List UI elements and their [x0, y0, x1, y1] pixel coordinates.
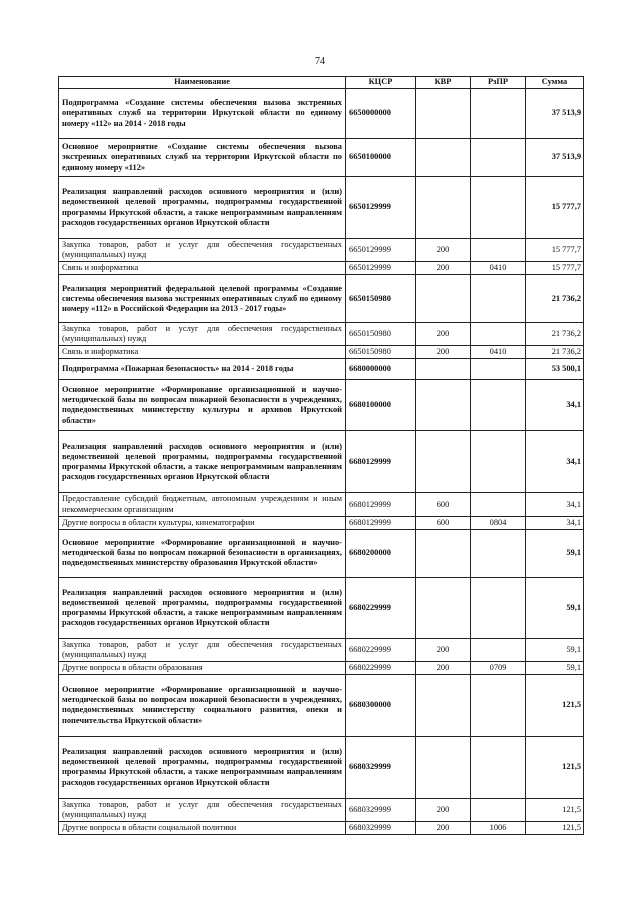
- row-kvr-cell: 200: [416, 346, 471, 359]
- row-rzpr-cell: 1006: [471, 822, 526, 835]
- row-sum-cell: 34,1: [526, 380, 584, 431]
- row-kcsr-cell: 6680129999: [346, 493, 416, 516]
- row-kvr-cell: 200: [416, 239, 471, 262]
- row-name-cell: Связь и информатика: [59, 346, 346, 359]
- row-sum-cell: 15 777,7: [526, 239, 584, 262]
- row-kcsr-cell: 6650100000: [346, 139, 416, 177]
- row-sum-cell: 34,1: [526, 431, 584, 493]
- row-sum-cell: 121,5: [526, 822, 584, 835]
- row-rzpr-cell: [471, 638, 526, 661]
- row-sum-cell: 21 736,2: [526, 275, 584, 323]
- row-rzpr-cell: [471, 529, 526, 577]
- table-row: [59, 577, 584, 638]
- row-rzpr-cell: [471, 736, 526, 798]
- table-row: [59, 275, 584, 323]
- row-sum-cell: 15 777,7: [526, 177, 584, 239]
- row-kcsr-cell: 6680000000: [346, 359, 416, 380]
- row-sum-cell: 59,1: [526, 638, 584, 661]
- row-name-cell: Подпрограмма «Создание системы обеспечения вызова экстренных оперативных служб на территории Иркутской области по единому номеру «112» на 2014 - 2018 годы: [59, 89, 346, 139]
- row-kvr-cell: 200: [416, 262, 471, 275]
- column-header-sum: Сумма: [526, 77, 584, 89]
- row-rzpr-cell: [471, 323, 526, 346]
- row-rzpr-cell: [471, 359, 526, 380]
- table-row: [59, 798, 584, 821]
- row-name-cell: Закупка товаров, работ и услуг для обеспечения государственных (муниципальных) нужд: [59, 798, 346, 821]
- row-rzpr-cell: 0804: [471, 516, 526, 529]
- row-kcsr-cell: 6650000000: [346, 89, 416, 139]
- row-name-cell: Связь и информатика: [59, 262, 346, 275]
- row-name-cell: Реализация направлений расходов основного мероприятия и (или) ведомственной целевой программы, подпрограммы государственной программы Иркутской области, а также непрограммным направлениям расходов государственных органов Иркутской области: [59, 177, 346, 239]
- row-kvr-cell: [416, 275, 471, 323]
- row-name-cell: Реализация направлений расходов основного мероприятия и (или) ведомственной целевой программы, подпрограммы государственной программы Иркутской области, а также непрограммным направлениям расходов государственных органов Иркутской области: [59, 736, 346, 798]
- table-row: [59, 89, 584, 139]
- row-kvr-cell: [416, 529, 471, 577]
- row-kvr-cell: 200: [416, 638, 471, 661]
- row-kcsr-cell: 6680329999: [346, 736, 416, 798]
- table-header-row: [59, 77, 584, 89]
- table-row: [59, 139, 584, 177]
- row-kcsr-cell: 6680129999: [346, 431, 416, 493]
- row-name-cell: Закупка товаров, работ и услуг для обеспечения государственных (муниципальных) нужд: [59, 638, 346, 661]
- row-rzpr-cell: [471, 577, 526, 638]
- row-rzpr-cell: [471, 674, 526, 736]
- row-kvr-cell: [416, 431, 471, 493]
- table-row: [59, 529, 584, 577]
- row-kvr-cell: [416, 736, 471, 798]
- table-row: [59, 431, 584, 493]
- table-row: [59, 516, 584, 529]
- row-name-cell: Основное мероприятие «Формирование организационной и научно-методической базы по вопросам пожарной безопасности в организациях, подведомственных министерству образования Иркутской области»: [59, 529, 346, 577]
- row-name-cell: Закупка товаров, работ и услуг для обеспечения государственных (муниципальных) нужд: [59, 239, 346, 262]
- row-sum-cell: 59,1: [526, 529, 584, 577]
- row-rzpr-cell: [471, 380, 526, 431]
- column-header-kcsr: КЦСР: [346, 77, 416, 89]
- row-name-cell: Реализация направлений расходов основного мероприятия и (или) ведомственной целевой программы, подпрограммы государственной программы Иркутской области, а также непрограммным направлениям расходов государственных органов Иркутской области: [59, 577, 346, 638]
- row-sum-cell: 121,5: [526, 674, 584, 736]
- page-number: 74: [315, 56, 325, 67]
- row-sum-cell: 34,1: [526, 493, 584, 516]
- row-name-cell: Подпрограмма «Пожарная безопасность» на 2014 - 2018 годы: [59, 359, 346, 380]
- row-rzpr-cell: [471, 177, 526, 239]
- table-row: [59, 493, 584, 516]
- column-header-name: Наименование: [59, 77, 346, 89]
- budget-table: [58, 76, 584, 835]
- row-kvr-cell: [416, 674, 471, 736]
- row-kcsr-cell: 6650150980: [346, 323, 416, 346]
- row-kcsr-cell: 6650129999: [346, 177, 416, 239]
- row-name-cell: Другие вопросы в области культуры, кинематографии: [59, 516, 346, 529]
- table-row: [59, 674, 584, 736]
- row-sum-cell: 37 513,9: [526, 139, 584, 177]
- row-kvr-cell: [416, 577, 471, 638]
- row-rzpr-cell: [471, 431, 526, 493]
- row-sum-cell: 21 736,2: [526, 323, 584, 346]
- row-name-cell: Основное мероприятие «Формирование организационной и научно-методической базы по вопросам пожарной безопасности в учреждениях, подведомственных министерству социального развития, опеки и попечительства Иркутской области»: [59, 674, 346, 736]
- table-row: [59, 661, 584, 674]
- row-rzpr-cell: [471, 798, 526, 821]
- column-header-kvr: КВР: [416, 77, 471, 89]
- row-kcsr-cell: 6680100000: [346, 380, 416, 431]
- row-kvr-cell: 200: [416, 661, 471, 674]
- table-row: [59, 638, 584, 661]
- row-rzpr-cell: [471, 493, 526, 516]
- row-sum-cell: 59,1: [526, 577, 584, 638]
- row-kvr-cell: 600: [416, 493, 471, 516]
- row-kcsr-cell: 6650129999: [346, 262, 416, 275]
- row-name-cell: Основное мероприятие «Создание системы обеспечения вызова экстренных оперативных служб на территории Иркутской области по единому номеру «112»: [59, 139, 346, 177]
- row-kcsr-cell: 6680300000: [346, 674, 416, 736]
- row-kcsr-cell: 6680129999: [346, 516, 416, 529]
- row-name-cell: Предоставление субсидий бюджетным, автономным учреждениям и иным некоммерческим организациям: [59, 493, 346, 516]
- row-kcsr-cell: 6650150980: [346, 346, 416, 359]
- table-row: [59, 822, 584, 835]
- row-name-cell: Реализация мероприятий федеральной целевой программы «Создание системы обеспечения вызова экстренных оперативных служб по единому номеру «112» в Российской Федерации на 2013 - 2017 годы»: [59, 275, 346, 323]
- row-name-cell: Другие вопросы в области социальной политики: [59, 822, 346, 835]
- row-kvr-cell: [416, 359, 471, 380]
- row-name-cell: Другие вопросы в области образования: [59, 661, 346, 674]
- table-row: [59, 262, 584, 275]
- row-kcsr-cell: 6680229999: [346, 661, 416, 674]
- row-rzpr-cell: 0709: [471, 661, 526, 674]
- row-kcsr-cell: 6650150980: [346, 275, 416, 323]
- row-kvr-cell: [416, 380, 471, 431]
- row-sum-cell: 21 736,2: [526, 346, 584, 359]
- row-kcsr-cell: 6680329999: [346, 798, 416, 821]
- row-rzpr-cell: [471, 275, 526, 323]
- row-rzpr-cell: 0410: [471, 346, 526, 359]
- row-kcsr-cell: 6680229999: [346, 638, 416, 661]
- row-kcsr-cell: 6650129999: [346, 239, 416, 262]
- row-sum-cell: 59,1: [526, 661, 584, 674]
- row-rzpr-cell: 0410: [471, 262, 526, 275]
- table-row: [59, 177, 584, 239]
- row-sum-cell: 15 777,7: [526, 262, 584, 275]
- row-kvr-cell: [416, 89, 471, 139]
- row-name-cell: Реализация направлений расходов основного мероприятия и (или) ведомственной целевой программы, подпрограммы государственной программы Иркутской области, а также непрограммным направлениям расходов государственных органов Иркутской области: [59, 431, 346, 493]
- table-row: [59, 359, 584, 380]
- row-kcsr-cell: 6680200000: [346, 529, 416, 577]
- row-sum-cell: 53 500,1: [526, 359, 584, 380]
- row-sum-cell: 34,1: [526, 516, 584, 529]
- table-row: [59, 323, 584, 346]
- row-kvr-cell: [416, 177, 471, 239]
- row-sum-cell: 121,5: [526, 798, 584, 821]
- row-name-cell: Основное мероприятие «Формирование организационной и научно-методической базы по вопросам пожарной безопасности в учреждениях, подведомственных министерству культуры и архивов Иркутской области»: [59, 380, 346, 431]
- row-kvr-cell: 600: [416, 516, 471, 529]
- row-name-cell: Закупка товаров, работ и услуг для обеспечения государственных (муниципальных) нужд: [59, 323, 346, 346]
- table-row: [59, 239, 584, 262]
- column-header-rzpr: РзПР: [471, 77, 526, 89]
- row-kcsr-cell: 6680329999: [346, 822, 416, 835]
- row-sum-cell: 121,5: [526, 736, 584, 798]
- row-sum-cell: 37 513,9: [526, 89, 584, 139]
- row-kvr-cell: 200: [416, 798, 471, 821]
- row-kcsr-cell: 6680229999: [346, 577, 416, 638]
- row-rzpr-cell: [471, 139, 526, 177]
- table-row: [59, 736, 584, 798]
- row-rzpr-cell: [471, 89, 526, 139]
- row-rzpr-cell: [471, 239, 526, 262]
- row-kvr-cell: 200: [416, 323, 471, 346]
- table-row: [59, 346, 584, 359]
- row-kvr-cell: 200: [416, 822, 471, 835]
- row-kvr-cell: [416, 139, 471, 177]
- table-row: [59, 380, 584, 431]
